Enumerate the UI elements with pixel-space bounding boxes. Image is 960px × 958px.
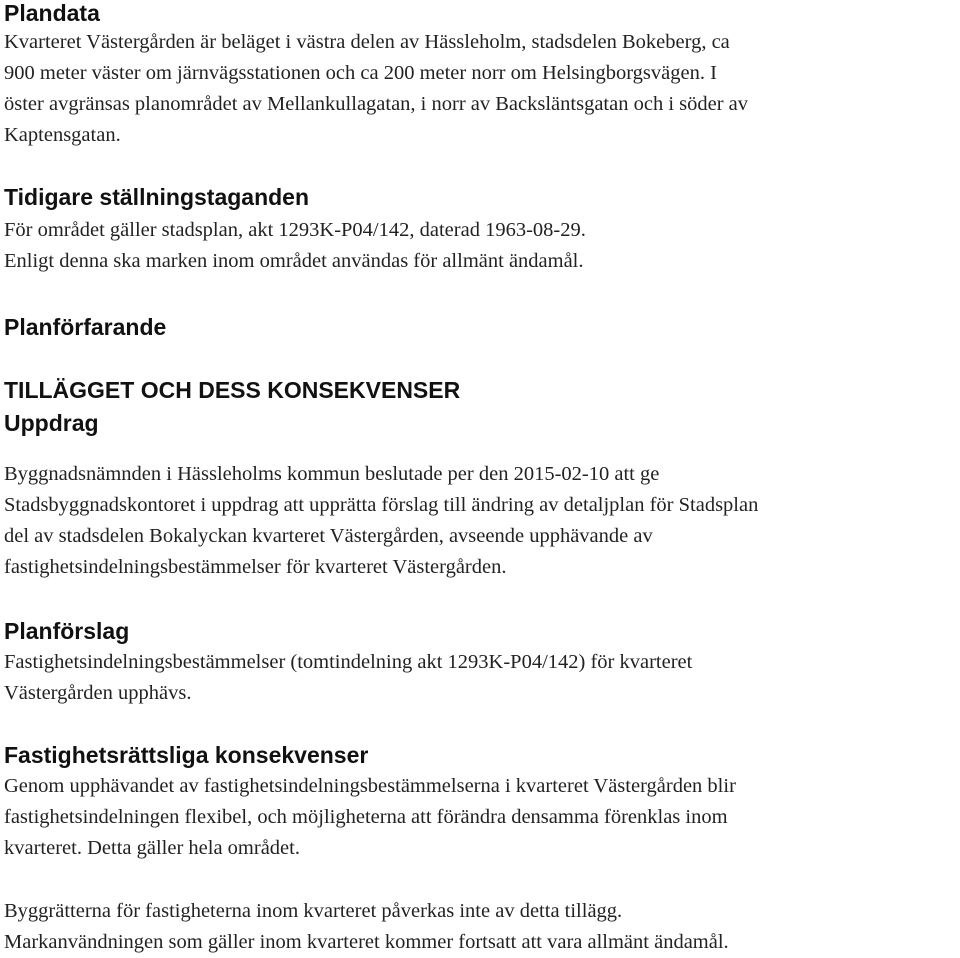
text-line: Markanvändningen som gäller inom kvarteret kommer fortsatt att vara allmänt ändamål. [4,931,729,953]
paragraph-plandata [4,27,956,151]
heading-uppdrag: Uppdrag [4,410,99,436]
text-line: Enligt denna ska marken inom området användas för allmänt ändamål. [4,250,584,272]
text-line: öster avgränsas planområdet av Mellankullagatan, i norr av Backsläntsgatan och i söder av [4,93,749,115]
text-line: Byggnadsnämnden i Hässleholms kommun beslutade per den 2015-02-10 att ge [4,463,660,485]
heading-tillagget: TILLÄGGET OCH DESS KONSEKVENSER [4,377,461,403]
text-line: Västergården upphävs. [4,682,192,704]
heading-plandata: Plandata [4,0,100,26]
text-line: 900 meter väster om järnvägsstationen och ca 200 meter norr om Helsingborgsvägen. I [4,62,717,84]
text-line: fastighetsindelningen flexibel, och möjligheterna att förändra densamma förenklas inom [4,806,728,828]
text-line: Byggrätterna för fastigheterna inom kvarteret påverkas inte av detta tillägg. [4,900,623,922]
heading-fastighetsrattsliga-konsekvenser: Fastighetsrättsliga konsekvenser [4,742,369,768]
heading-planforfarande: Planförfarande [4,314,167,340]
text-line: Genom upphävandet av fastighetsindelningsbestämmelserna i kvarteret Västergården blir [4,775,736,797]
heading-planforslag: Planförslag [4,618,130,644]
heading-tidigare-stallningstaganden: Tidigare ställningstaganden [4,184,310,210]
text-line: Kvarteret Västergården är beläget i västra delen av Hässleholm, stadsdelen Bokeberg, ca [4,31,730,53]
paragraph-tidigare [4,215,956,277]
text-line: kvarteret. Detta gäller hela området. [4,837,300,859]
text-line: del av stadsdelen Bokalyckan kvarteret Västergården, avseende upphävande av [4,525,653,547]
text-line: För området gäller stadsplan, akt 1293K-P04/142, daterad 1963-08-29. [4,219,586,241]
text-line: Kaptensgatan. [4,124,121,146]
text-line: fastighetsindelningsbestämmelser för kvarteret Västergården. [4,556,507,578]
text-line: Stadsbyggnadskontoret i uppdrag att upprätta förslag till ändring av detaljplan för Stadsplan [4,494,759,516]
paragraph-byggratter [4,896,956,958]
paragraph-uppdrag [4,459,956,583]
text-line: Fastighetsindelningsbestämmelser (tomtindelning akt 1293K-P04/142) för kvarteret [4,651,693,673]
paragraph-fastighetsrattsliga [4,771,956,864]
paragraph-planforslag [4,647,956,709]
